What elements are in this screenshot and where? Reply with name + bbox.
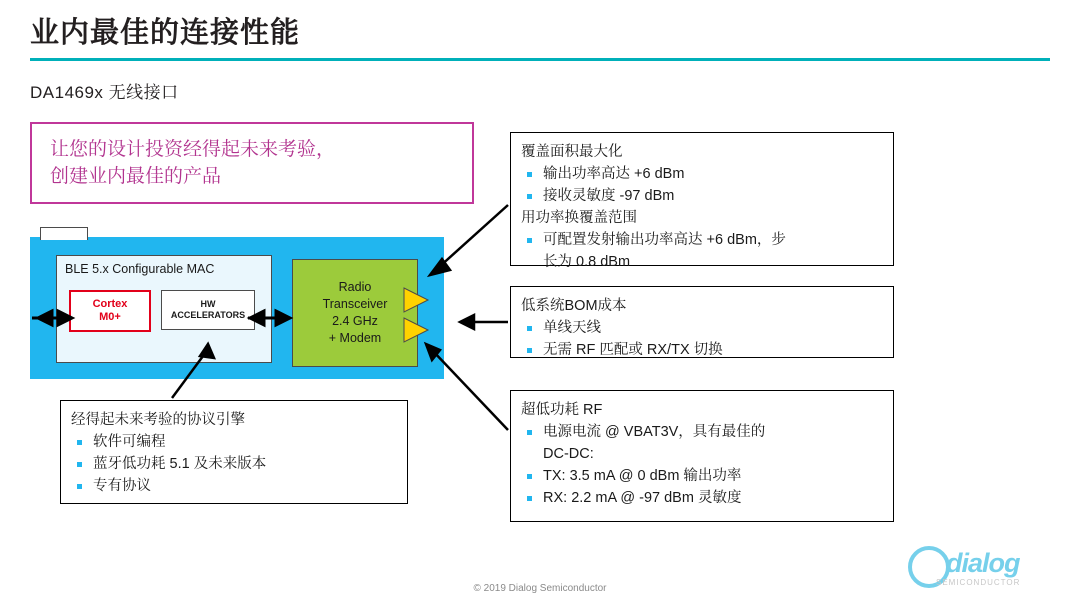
list-item: 接收灵敏度 -97 dBm — [521, 185, 883, 207]
dialog-logo — [906, 540, 1056, 592]
list-item: 输出功率高达 +6 dBm — [521, 163, 883, 185]
logo-tagline: SEMICONDUCTOR — [936, 578, 1021, 587]
protocol-bullets — [71, 431, 397, 497]
hw-label-1: HW — [200, 299, 216, 309]
cortex-label-1: Cortex — [92, 298, 128, 310]
list-item: TX: 3.5 mA @ 0 dBm 输出功率 — [521, 465, 883, 487]
coverage-info-box — [510, 132, 894, 270]
rf-power-info-box — [510, 390, 894, 522]
list-item: 软件可编程 — [71, 431, 397, 453]
coverage-bullets-1 — [521, 163, 883, 207]
page-title: 业内最佳的连接性能 — [30, 17, 301, 49]
bom-heading: 低系统BOM成本 — [521, 298, 627, 314]
list-item: RX: 2.2 mA @ -97 dBm 灵敏度 — [521, 487, 883, 509]
radio-label-4: + Modem — [328, 331, 382, 345]
list-item: 电源电流 @ VBAT3V，具有最佳的 — [521, 421, 883, 443]
copyright-footer: © 2019 Dialog Semiconductor — [473, 583, 607, 594]
radio-label-3: 2.4 GHz — [332, 314, 378, 328]
page-subtitle: DA1469x 无线接口 — [30, 83, 179, 102]
coverage-heading-1: 覆盖面积最大化 — [521, 144, 623, 160]
list-item: 可配置发射输出功率高达 +6 dBm，步 — [521, 229, 883, 251]
rf-continuation: DC-DC: — [543, 446, 594, 462]
callout-line-1: 让您的设计投资经得起未来考验， — [50, 139, 336, 160]
coverage-continuation: 长为 0.8 dBm — [543, 254, 631, 270]
soc-block-diagram — [30, 237, 444, 379]
rf-bullets — [521, 421, 883, 443]
cortex-label-2: M0+ — [99, 311, 121, 323]
rf-bullets-2 — [521, 465, 883, 509]
bom-info-box — [510, 286, 894, 358]
mac-block — [56, 255, 272, 363]
list-item: 无需 RF 匹配或 RX/TX 切换 — [521, 339, 883, 361]
hw-label-2: ACCELERATORS — [170, 310, 246, 320]
list-item: 专有协议 — [71, 475, 397, 497]
protocol-engine-info-box — [60, 400, 408, 504]
radio-label-1: Radio — [338, 280, 372, 294]
cortex-m0-block — [69, 290, 151, 332]
list-item: 蓝牙低功耗 5.1 及未来版本 — [71, 453, 397, 475]
radio-label-2: Transceiver — [322, 297, 388, 311]
radio-transceiver-block — [292, 259, 418, 367]
logo-wordmark: dialog — [946, 548, 1020, 578]
coverage-heading-2: 用功率换覆盖范围 — [521, 210, 637, 226]
mac-block-label: BLE 5.x Configurable MAC — [65, 262, 215, 276]
hw-accelerators-block — [161, 290, 255, 330]
rf-heading: 超低功耗 RF — [521, 402, 603, 418]
highlight-callout — [30, 122, 474, 204]
protocol-heading: 经得起未来考验的协议引擎 — [71, 412, 245, 428]
callout-line-2: 创建业内最佳的产品 — [50, 166, 222, 187]
coverage-bullets-2 — [521, 229, 883, 251]
antenna-tab — [40, 227, 88, 240]
bom-bullets — [521, 317, 883, 361]
title-divider — [30, 58, 1050, 61]
list-item: 单线天线 — [521, 317, 883, 339]
